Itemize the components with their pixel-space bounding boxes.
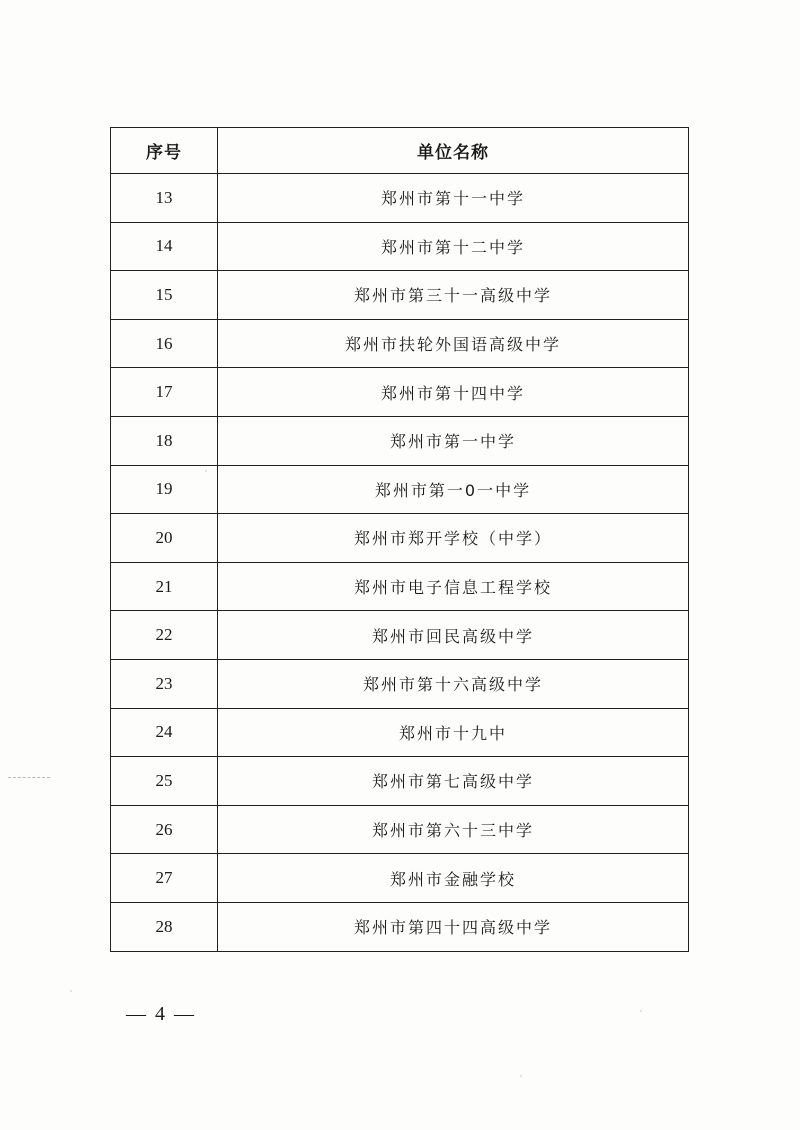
row-index: 28 [111, 902, 218, 951]
table-row [111, 368, 689, 417]
row-index: 14 [111, 222, 218, 271]
page-number: — 4 — [126, 1003, 196, 1025]
scan-speck [640, 1010, 642, 1012]
table-row [111, 611, 689, 660]
row-index: 21 [111, 562, 218, 611]
row-index: 16 [111, 319, 218, 368]
row-index: 25 [111, 757, 218, 806]
row-index: 23 [111, 659, 218, 708]
table-row [111, 416, 689, 465]
row-unit-name: 郑州市电子信息工程学校 [218, 562, 689, 611]
row-index: 26 [111, 805, 218, 854]
row-unit-name: 郑州市回民高级中学 [218, 611, 689, 660]
row-index: 19 [111, 465, 218, 514]
row-index: 24 [111, 708, 218, 757]
row-index: 13 [111, 174, 218, 223]
table-row [111, 562, 689, 611]
row-unit-name: 郑州市第三十一高级中学 [218, 271, 689, 320]
table-row [111, 805, 689, 854]
row-unit-name: 郑州市第十二中学 [218, 222, 689, 271]
row-index: 20 [111, 514, 218, 563]
row-unit-name: 郑州市金融学校 [218, 854, 689, 903]
header-index: 序号 [111, 128, 218, 174]
row-index: 18 [111, 416, 218, 465]
units-table [110, 127, 689, 952]
scan-speck [520, 1075, 522, 1077]
row-index: 17 [111, 368, 218, 417]
table-row [111, 757, 689, 806]
table-row [111, 514, 689, 563]
row-index: 15 [111, 271, 218, 320]
row-index: 22 [111, 611, 218, 660]
scan-artifact [8, 777, 50, 778]
table-row [111, 319, 689, 368]
row-unit-name: 郑州市第一中学 [218, 416, 689, 465]
row-unit-name: 郑州市第十四中学 [218, 368, 689, 417]
row-unit-name: 郑州市第十一中学 [218, 174, 689, 223]
row-unit-name: 郑州市第七高级中学 [218, 757, 689, 806]
row-unit-name: 郑州市第十六高级中学 [218, 659, 689, 708]
table-row [111, 854, 689, 903]
row-unit-name: 郑州市第六十三中学 [218, 805, 689, 854]
table-row [111, 465, 689, 514]
row-unit-name: 郑州市十九中 [218, 708, 689, 757]
table-row [111, 902, 689, 951]
table-row [111, 271, 689, 320]
row-unit-name: 郑州市第一0一中学 [218, 465, 689, 514]
table-row [111, 659, 689, 708]
scan-speck [70, 990, 72, 992]
table-row [111, 174, 689, 223]
table-header-row [111, 128, 689, 174]
row-index: 27 [111, 854, 218, 903]
header-name: 单位名称 [218, 128, 689, 174]
row-unit-name: 郑州市扶轮外国语高级中学 [218, 319, 689, 368]
row-unit-name: 郑州市第四十四高级中学 [218, 902, 689, 951]
table-row [111, 222, 689, 271]
table-row [111, 708, 689, 757]
row-unit-name: 郑州市郑开学校（中学） [218, 514, 689, 563]
